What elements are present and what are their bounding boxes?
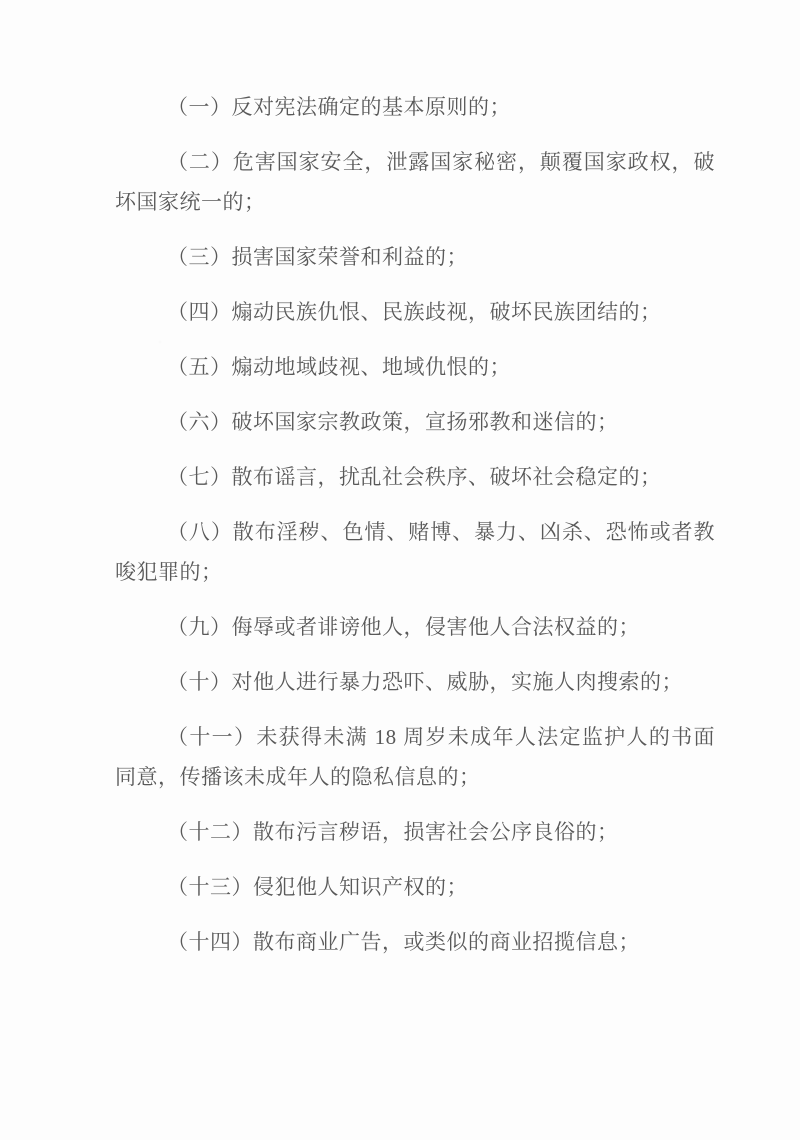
clause-item-6: （六）破坏国家宗教政策，宣扬邪教和迷信的； — [167, 410, 619, 434]
clause-item-7: （七）散布谣言，扰乱社会秩序、破坏社会稳定的； — [167, 465, 662, 489]
clause-item-1: （一）反对宪法确定的基本原则的； — [167, 95, 511, 119]
clause-item-9: （九）侮辱或者诽谤他人，侵害他人合法权益的； — [167, 615, 640, 639]
clause-item-10: （十）对他人进行暴力恐吓、威胁，实施人肉搜索的； — [167, 670, 683, 694]
clause-item-12: （十二）散布污言秽语，损害社会公序良俗的； — [167, 820, 619, 844]
clause-item-8: （八）散布淫秽、色情、赌博、暴力、凶杀、恐怖或者教唆犯罪的； — [115, 520, 715, 584]
clause-item-5: （五）煽动地域歧视、地域仇恨的； — [167, 355, 511, 379]
clause-item-2: （二）危害国家安全，泄露国家秘密，颠覆国家政权，破坏国家统一的； — [115, 150, 715, 214]
clause-item-4: （四）煽动民族仇恨、民族歧视，破坏民族团结的； — [167, 300, 662, 324]
clause-item-14: （十四）散布商业广告，或类似的商业招揽信息； — [167, 930, 640, 954]
clause-list — [115, 87, 715, 977]
clause-item-3: （三）损害国家荣誉和利益的； — [167, 245, 468, 269]
clause-item-11: （十一）未获得未满 18 周岁未成年人法定监护人的书面同意，传播该未成年人的隐私信息的； — [115, 725, 715, 789]
clause-item-13: （十三）侵犯他人知识产权的； — [167, 875, 468, 899]
